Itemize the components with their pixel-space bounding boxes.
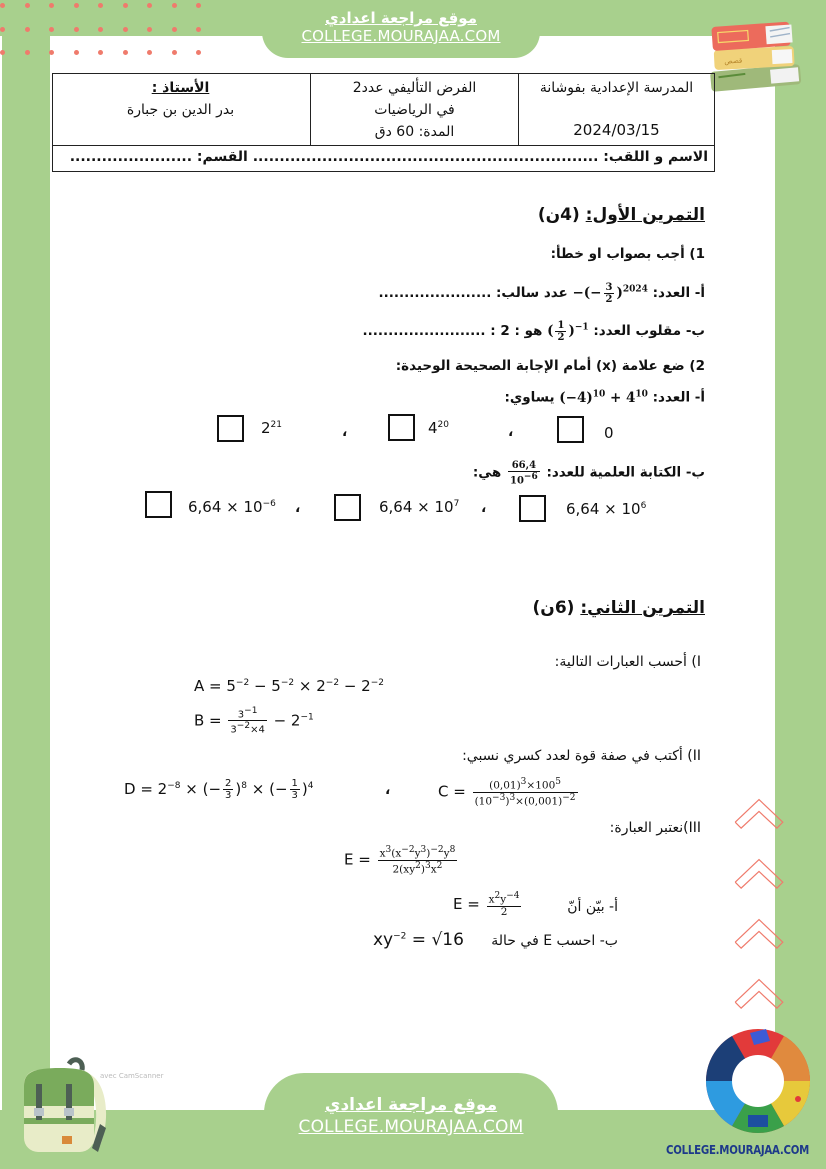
- exercise2-part3a: أ- بيّن أنّ: [567, 899, 618, 915]
- header-row-info: [53, 74, 714, 146]
- q1b-expression: ( $\frac{1}{2}$ )$^{-1}$: [547, 320, 589, 343]
- q2b-expression: $\frac{66,4}{10^{-6}}$: [510, 460, 538, 487]
- exercise2-points: (6ن): [532, 598, 575, 618]
- chevron-up-icon: [734, 973, 784, 1023]
- teacher-name: بدر الدين بن جبارة: [126, 102, 235, 118]
- decorative-dot: [172, 3, 177, 8]
- exercise1-q2: 2) ضع علامة (x) أمام الإجابة الصحيحة الوحيدة:: [395, 358, 705, 374]
- decorative-dot: [74, 50, 79, 55]
- decorative-dot: [74, 27, 79, 32]
- expression-E: E = $\frac{x^3(x^{-2}y^3)^{-2}y^8}{2(xy^2)^3x^2}$: [344, 845, 456, 875]
- scanner-watermark: avec CamScanner: [100, 1072, 164, 1080]
- q1a-expression: −(− $\frac{3}{2}$ )$^{2024}$: [572, 282, 648, 305]
- header-cell-school: [518, 74, 714, 146]
- option-checkbox-q2b-1[interactable]: [519, 495, 546, 522]
- decorative-dot: [147, 3, 152, 8]
- decorative-dot: [196, 27, 201, 32]
- option-q2a-1: 0: [604, 424, 614, 442]
- decorative-dot: [172, 27, 177, 32]
- decorative-dot: [0, 3, 5, 8]
- q2a-label: أ- العدد:: [652, 389, 705, 406]
- decorative-dot: [98, 3, 103, 8]
- exercise1-points: (4ن): [537, 205, 580, 225]
- backpack-icon: [14, 1056, 110, 1156]
- decorative-dot: [0, 27, 5, 32]
- q1b-suffix: هو : 2 : ........................: [362, 323, 543, 339]
- exercise1-q1b: [362, 320, 705, 343]
- q1a-label: أ- العدد:: [652, 285, 705, 301]
- logo-caption[interactable]: COLLEGE.MOURAJAA.COM: [666, 1143, 810, 1157]
- decorative-dot: [172, 50, 177, 55]
- q2b-suffix: هي:: [472, 464, 502, 481]
- option-q2b-1: $6,64 \times 10^6$: [566, 500, 647, 518]
- decorative-dot: [147, 50, 152, 55]
- exam-subject: في الرياضيات: [374, 102, 455, 118]
- option-checkbox-q2a-2[interactable]: [388, 414, 415, 441]
- decorative-dot: [196, 50, 201, 55]
- expression-B: B = $\frac{3^{-1}}{3^{-2}\times 4}$ − $2^{-1}$: [194, 706, 314, 736]
- separator: ،: [385, 782, 391, 798]
- teacher-label: الأستاذ :: [151, 80, 210, 96]
- site-logo-icon: [695, 1022, 821, 1140]
- banner-arabic-title: موقع مراجعة اعدادي: [325, 9, 477, 27]
- q2a-suffix: يساوي:: [504, 389, 555, 406]
- top-banner[interactable]: [262, 0, 540, 58]
- option-checkbox-q2b-3[interactable]: [145, 491, 172, 518]
- option-q2b-2: $6,64 \times 10^7$: [379, 498, 460, 516]
- exam-date: 2024/03/15: [573, 121, 660, 139]
- exercise2-part2: II) أكتب في صفة قوة لعدد كسري نسبي:: [462, 748, 701, 764]
- decorative-dot: [98, 50, 103, 55]
- option-checkbox-q2a-3[interactable]: [217, 415, 244, 442]
- exercise2-heading: [533, 598, 705, 618]
- decorative-dot: [196, 3, 201, 8]
- exercise1-q1a: [379, 282, 706, 305]
- decorative-dot: [49, 27, 54, 32]
- decorative-dot: [74, 3, 79, 8]
- separator: ،: [481, 500, 487, 516]
- exercise2-part3: III)نعتبر العبارة:: [609, 820, 701, 836]
- separator: ،: [295, 500, 301, 516]
- banner-arabic-title: موقع مراجعة اعدادي: [324, 1095, 498, 1115]
- decorative-dot: [123, 27, 128, 32]
- books-icon: [700, 10, 810, 92]
- option-checkbox-q2b-2[interactable]: [334, 494, 361, 521]
- left-edge-strip: [0, 36, 2, 1110]
- exercise1-title: التمرين الأول:: [585, 205, 705, 225]
- banner-url[interactable]: COLLEGE.MOURAJAA.COM: [298, 1117, 524, 1137]
- exam-header-table: [52, 73, 715, 172]
- banner-url[interactable]: COLLEGE.MOURAJAA.COM: [301, 27, 501, 45]
- expression-D: $D = 2^{-8}$ × (− $\frac{2}{3}$ )$^8$ × (− $\frac{1}{3}$ )$^4$: [124, 778, 314, 801]
- q1a-suffix: عدد سالب: ......................: [378, 285, 568, 301]
- exercise2-title: التمرين الثاني:: [580, 598, 705, 618]
- exam-title: الفرض التأليفي عدد2: [352, 80, 477, 96]
- option-q2a-3: $2^{21}$: [261, 419, 282, 437]
- expression-A: $A = 5^{-2} - 5^{-2} \times 2^{-2} - 2^{-2}$: [194, 677, 385, 695]
- q2a-expression: $(-4)^{10} + 4^{10}$: [559, 389, 648, 406]
- decorative-dot: [98, 27, 103, 32]
- student-info-row: [70, 149, 708, 165]
- decorative-dot: [49, 50, 54, 55]
- chevron-up-icon: [734, 793, 784, 843]
- chevron-up-icon: [734, 853, 784, 903]
- expression-condition: $xy^{-2} = √16$: [373, 930, 464, 950]
- exercise2-part1: I) أحسب العبارات التالية:: [554, 654, 701, 670]
- name-field[interactable]: الاسم و اللقب: .................................................................: [252, 149, 708, 165]
- exercise1-q2b: [473, 460, 705, 486]
- decorative-dot: [123, 3, 128, 8]
- decorative-dots: [0, 0, 200, 60]
- q1b-label: ب- مقلوب العدد:: [593, 323, 705, 339]
- exercise1-q1: 1) أجب بصواب او خطأ:: [550, 246, 705, 262]
- option-q2a-2: $4^{20}$: [428, 419, 449, 437]
- bottom-banner[interactable]: [264, 1073, 558, 1169]
- option-q2b-3: $6,64 \times 10^{-6}$: [188, 498, 276, 516]
- option-checkbox-q2a-1[interactable]: [557, 416, 584, 443]
- decorative-dot: [25, 50, 30, 55]
- exam-duration: المدة: 60 دق: [374, 124, 455, 140]
- separator: ،: [508, 424, 514, 440]
- school-name: المدرسة الإعدادية بفوشانة: [539, 80, 694, 96]
- decorative-dot: [147, 27, 152, 32]
- decorative-dot: [123, 50, 128, 55]
- q2b-label: ب- الكتابة العلمية للعدد:: [546, 464, 705, 481]
- exercise1-q2a: [505, 389, 705, 406]
- expression-E-simplified: E = $\frac{x^2y^{-4}}{2}$: [453, 891, 520, 918]
- expression-C: C = $\frac{(0,01)^3\times 100^5}{(10^{-3})^3\times(0,001)^{-2}}$: [438, 777, 576, 807]
- decorative-dot: [49, 3, 54, 8]
- header-cell-teacher: [51, 74, 310, 146]
- exercise1-heading: [538, 205, 705, 225]
- exercise2-part3b: ب- احسب E في حالة: [491, 933, 618, 949]
- chevron-up-icon: [734, 913, 784, 963]
- svg-text:ﻗﺼﺺ: ﻗﺼﺺ: [724, 56, 743, 66]
- decorative-dot: [0, 50, 5, 55]
- class-field[interactable]: القسم: .......................: [69, 149, 248, 165]
- decorative-dot: [25, 27, 30, 32]
- header-cell-exam: [310, 74, 518, 146]
- separator: ،: [342, 424, 348, 440]
- decorative-dot: [25, 3, 30, 8]
